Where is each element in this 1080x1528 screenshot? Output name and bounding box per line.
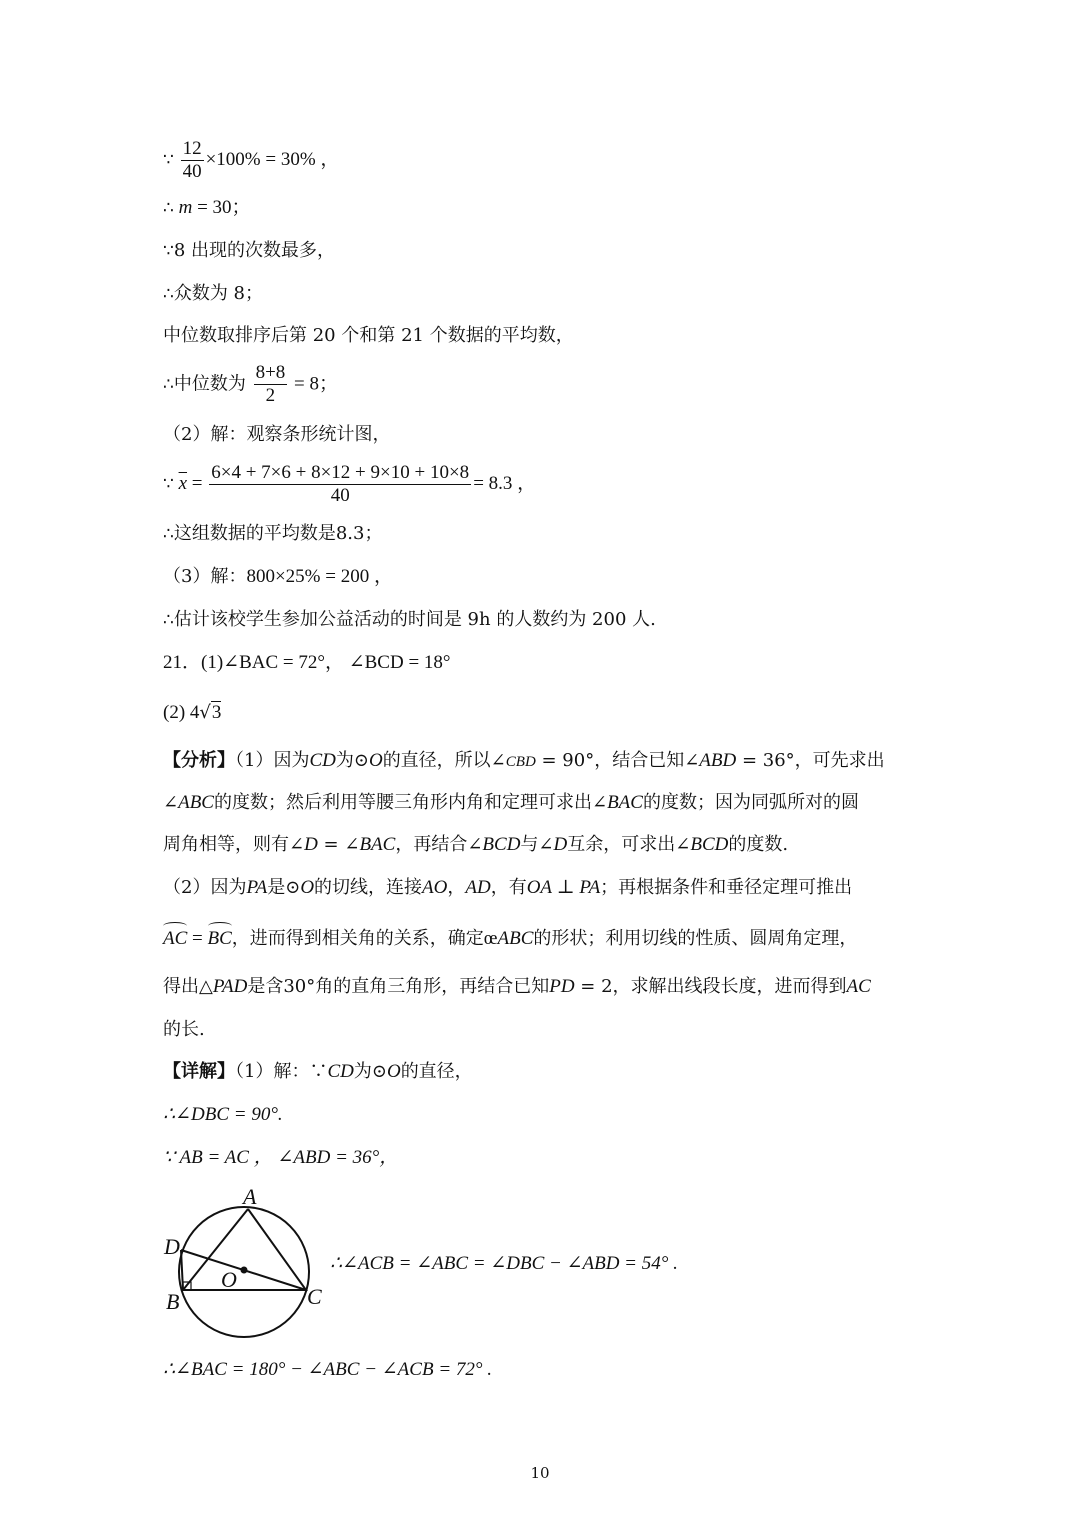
line-mode: ∴众数为 8；: [163, 283, 264, 304]
label-o: O: [221, 1267, 237, 1292]
center-point: [241, 1267, 248, 1274]
line-mean: ∴这组数据的平均数是8.3；: [163, 523, 383, 544]
answer-21-part2: (2) 4√3: [163, 702, 222, 723]
line-median-def: 中位数取排序后第 20 个和第 21 个数据的平均数，: [163, 325, 574, 346]
analysis-line-4: （2）因为PA是⊙O的切线，连接AO，AD，有OA ⊥ PA；再根据条件和垂径定理可推出: [163, 877, 853, 898]
line-mean-formula: ∵ $\overline{x}$ = $\frac{6\times 4 + 7\times 6 + 8\times 12 + 9\times 10 + 10\times 8}{40}$ = 8.3 ，: [163, 462, 537, 506]
line-m-value: ∴ m = 30；: [163, 197, 251, 218]
analysis-heading: 【分析】: [163, 750, 235, 771]
analysis-line-6: 得出△PAD是含30°角的直角三角形，再结合已知PD = 2，求解出线段长度，进而得到AC: [163, 976, 871, 997]
analysis-line-1: 【分析】（1）因为CD为⊙O的直径，所以∠CBD = 90°，结合已知∠ABD = 36°，可先求出: [163, 750, 885, 771]
circle-triangle-figure: [160, 1184, 332, 1344]
line-part3: （3）解：800×25% = 200 ，: [163, 566, 393, 587]
solution-line-4: ∴∠ACB = ∠ABC = ∠DBC − ∠ABD = 54° .: [330, 1253, 678, 1274]
label-d: D: [164, 1234, 180, 1259]
line-median: ∴中位数为 $\frac{8+8}{2}$ = 8；: [163, 362, 338, 406]
triangle-abc: [183, 1209, 306, 1290]
solution-line-5: ∴∠BAC = 180° − ∠ABC − ∠ACB = 72° .: [163, 1359, 492, 1380]
answer-21-part1: 21．(1)∠BAC = 72°， ∠BCD = 18°: [163, 652, 451, 673]
fraction: $\frac{6\times 4 + 7\times 6 + 8\times 12 + 9\times 10 + 10\times 8}{40}$: [211, 462, 470, 506]
page-number: 10: [530, 1464, 550, 1482]
analysis-line-5: AC = BC，进而得到相关角的关系，确定œABC的形状；利用切线的性质、圆周角定理，: [163, 928, 858, 949]
solution-line-2: ∴∠DBC = 90°.: [163, 1104, 283, 1125]
line-mode-reason: ∵8 出现的次数最多，: [163, 240, 336, 261]
solution-heading: 【详解】: [163, 1061, 235, 1082]
analysis-line-7: 的长.: [163, 1019, 205, 1040]
label-b: B: [166, 1289, 180, 1314]
line-estimate: ∴估计该校学生参加公益活动的时间是 9h 的人数约为 200 人.: [163, 609, 656, 630]
label-c: C: [307, 1284, 322, 1309]
line-part2: （2）解：观察条形统计图，: [163, 424, 391, 445]
analysis-line-2: ∠ABC的度数；然后利用等腰三角形内角和定理可求出∠BAC的度数；因为同弧所对的圆: [163, 792, 859, 813]
analysis-line-3: 周角相等，则有∠D = ∠BAC，再结合∠BCD与∠D互余，可求出∠BCD的度数.: [163, 834, 789, 855]
line-percent: ∵ $\frac{12}{40}$ ×100% = 30% ，: [163, 138, 340, 182]
solution-line-1: 【详解】（1）解：∵CD为⊙O的直径，: [163, 1061, 473, 1082]
arc-ac: AC: [163, 928, 188, 949]
fraction: $\frac{8+8}{2}$: [255, 362, 286, 406]
fraction: $\frac{12}{40}$: [182, 138, 202, 182]
arc-bc: BC: [207, 928, 232, 949]
solution-line-3: ∵ AB = AC ， ∠ABD = 36°，: [163, 1147, 399, 1168]
because-symbol: ∵: [163, 149, 174, 170]
label-a: A: [243, 1184, 257, 1209]
